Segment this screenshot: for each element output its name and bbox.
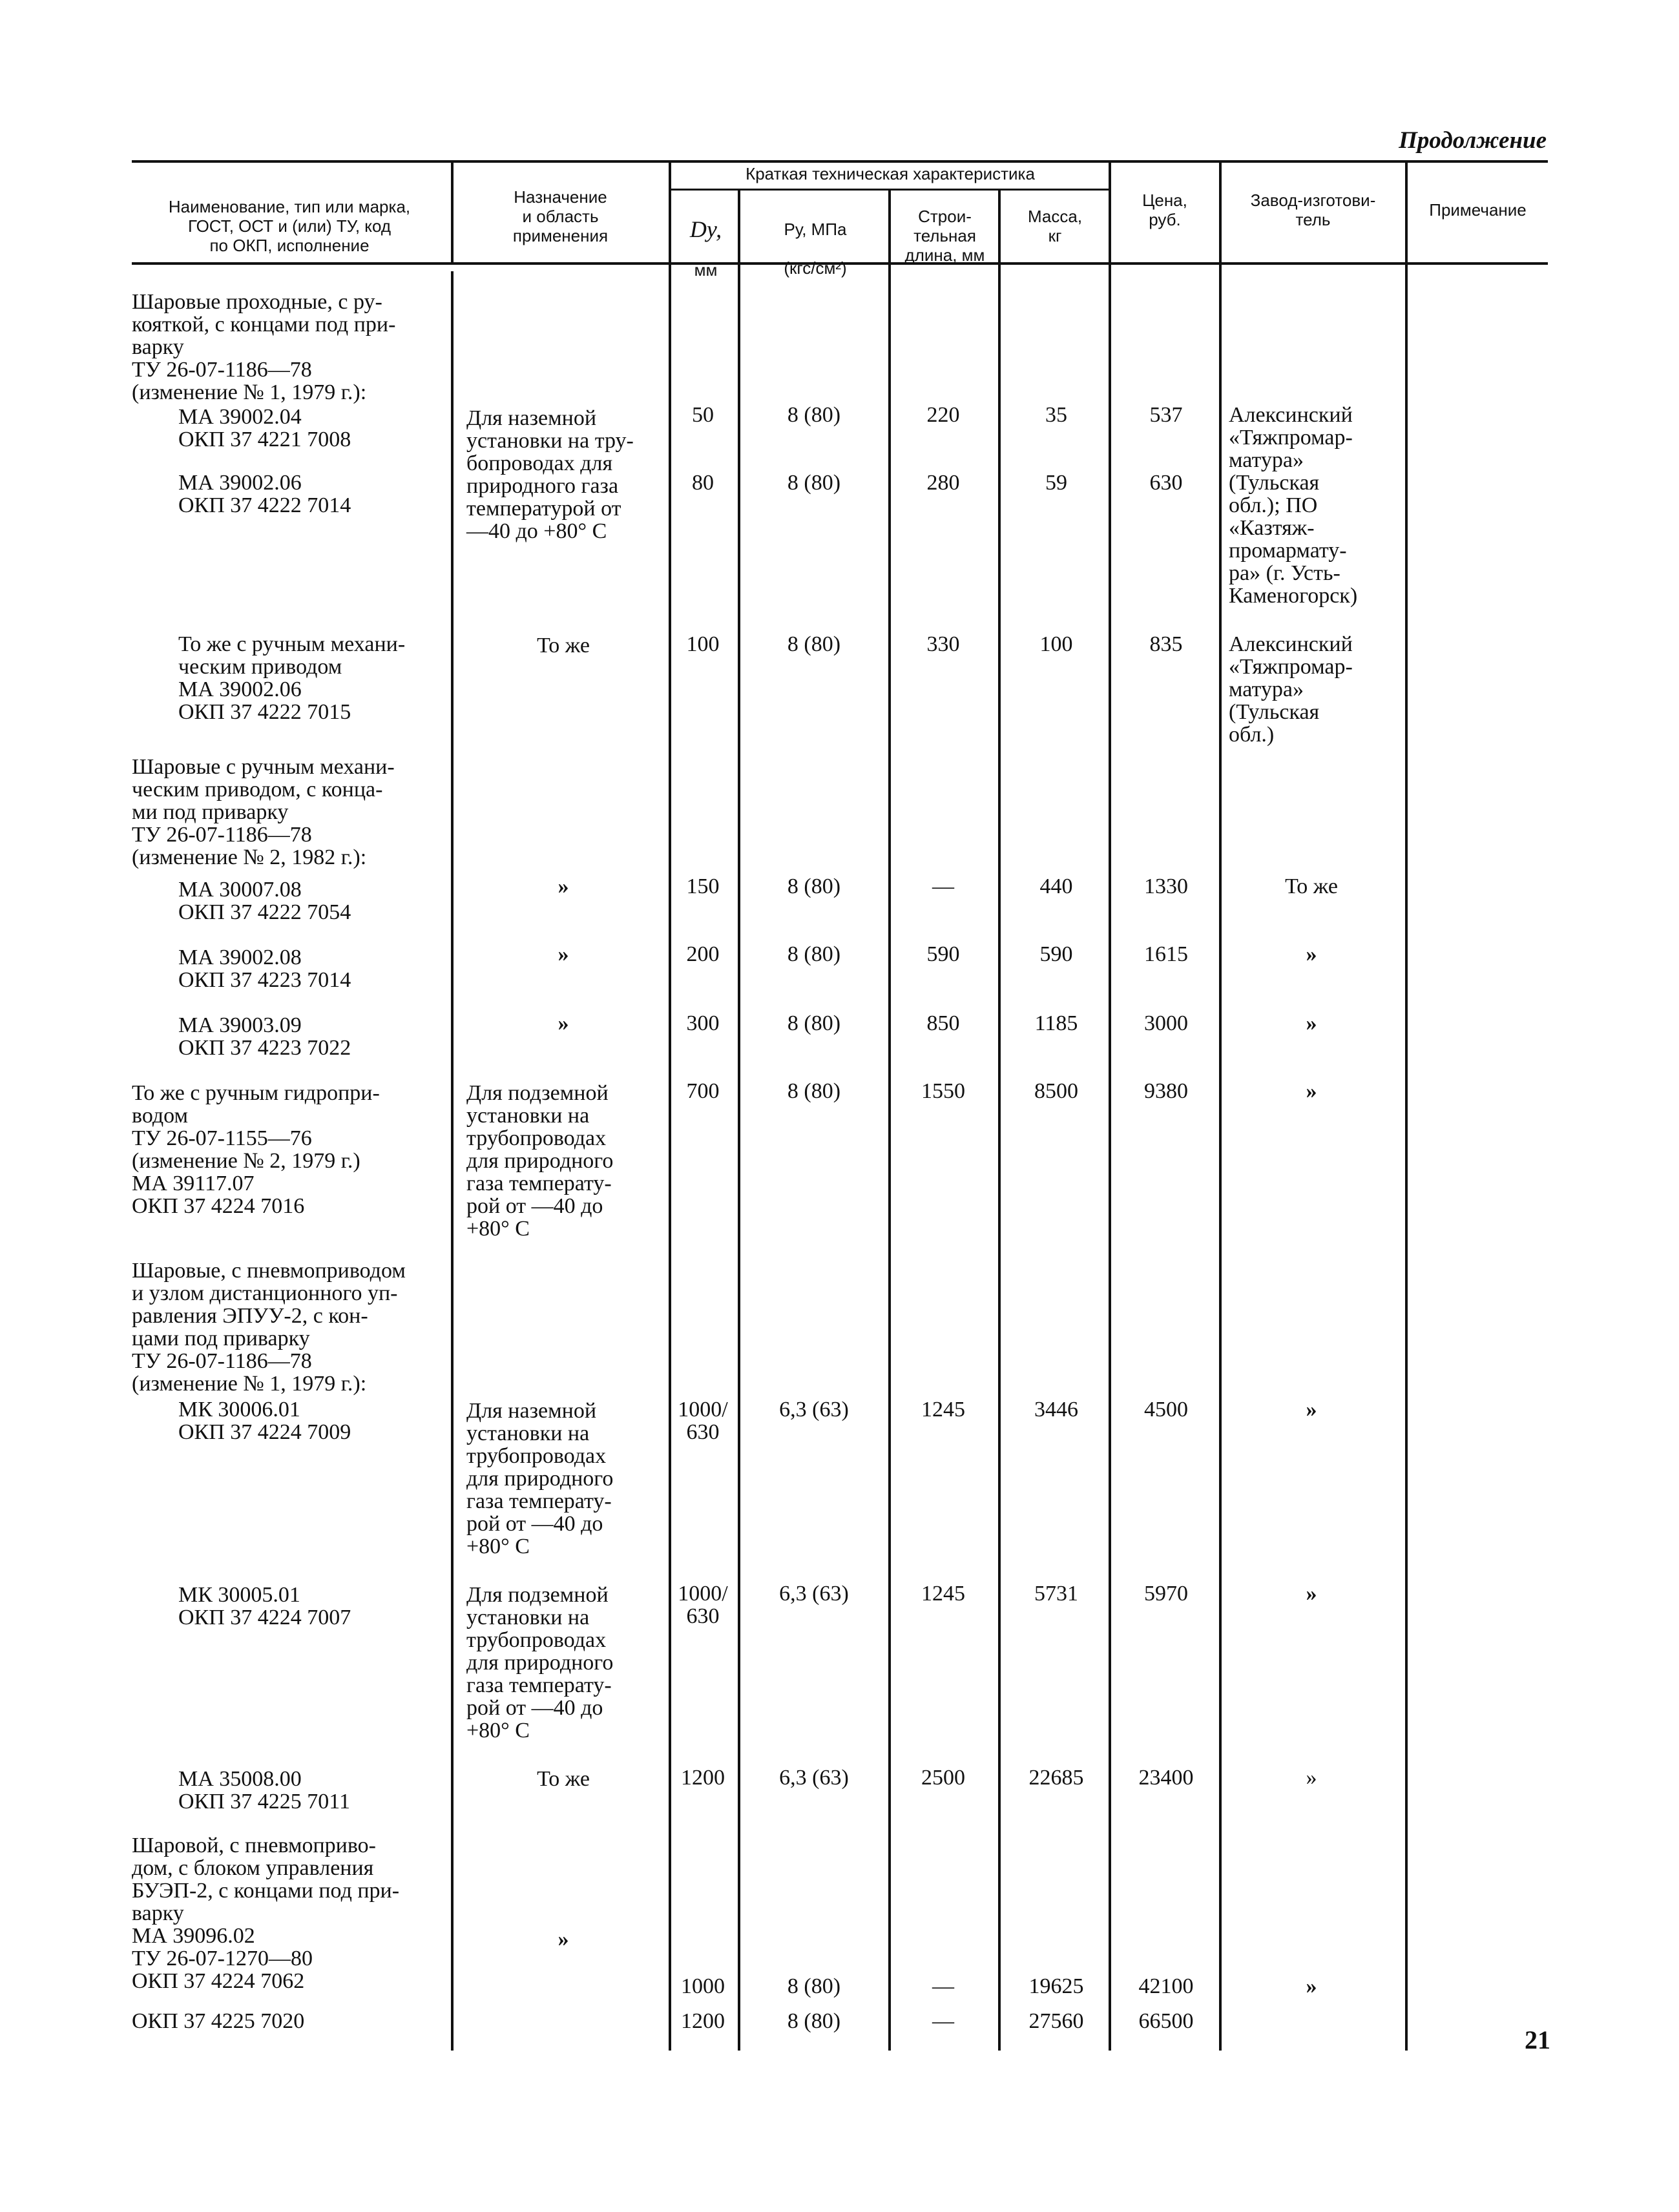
- length-value: 590: [926, 942, 960, 966]
- mass-value: 590: [1039, 942, 1073, 966]
- header-py: [743, 200, 888, 278]
- item-designation: [132, 406, 448, 451]
- length-value: 1245: [921, 1582, 965, 1606]
- header-dy-unit: мм: [694, 260, 718, 280]
- item-text: МА 39002.04 ОКП 37 4221 7008: [178, 405, 351, 451]
- py-value: 8 (80): [787, 632, 841, 656]
- group-heading: Шаровые, с пневмоприводом и узлом дистанционного уп- равления ЭПУУ-2, с кон- цами под приварку ТУ 26-07-1186—78 (изменение № 1, 1979 г.):: [132, 1259, 406, 1396]
- mass-value: 35: [1045, 403, 1067, 427]
- py-value: 8 (80): [787, 471, 841, 495]
- item-designation: [132, 1014, 448, 1059]
- maker-cell: »: [1306, 1766, 1317, 1790]
- dy-value: 1000: [681, 1974, 725, 1998]
- price-value: 835: [1149, 632, 1183, 656]
- maker-cell: »: [1306, 1398, 1317, 1421]
- mass-value: 1185: [1034, 1011, 1078, 1035]
- length-value: —: [932, 2009, 954, 2033]
- header-dy: [675, 200, 736, 280]
- py-value: 8 (80): [787, 403, 841, 427]
- table-top-rule: [132, 160, 1548, 163]
- column-divider: [998, 190, 1001, 2051]
- header-price: Цена, руб.: [1142, 191, 1187, 229]
- length-value: 220: [926, 403, 960, 427]
- purpose-cell: Для подземной установки на трубопроводах для природного газа температу- рой от —40 до +80° С: [466, 1583, 614, 1742]
- page-number: 21: [1525, 2025, 1550, 2054]
- price-value: 1330: [1144, 874, 1188, 898]
- group-heading: Шаровой, с пневмоприво- дом, с блоком управления БУЭП-2, с концами под при- варку МА 39096.02 ТУ 26-07-1270—80 ОКП 37 4224 7062: [132, 1834, 400, 1993]
- mass-value: 3446: [1034, 1398, 1078, 1421]
- purpose-cell: То же: [537, 1767, 590, 1791]
- py-value: 8 (80): [787, 1011, 841, 1035]
- header-name: Наименование, тип или марка, ГОСТ, ОСТ и (или) ТУ, код по ОКП, исполнение: [168, 197, 411, 255]
- item-text: МА 30007.08 ОКП 37 4222 7054: [178, 878, 351, 924]
- purpose-cell: »: [558, 942, 569, 966]
- header-tech: Краткая техническая характеристика: [746, 164, 1035, 183]
- maker-cell: Алексинский «Тяжпромар- матура» (Тульская обл.): [1229, 632, 1353, 747]
- price-value: 42100: [1138, 1974, 1194, 1998]
- maker-cell: Алексинский «Тяжпромар- матура» (Тульская обл.); ПО «Казтяж- промармату- ра» (г. Усть- Каменогорск): [1229, 403, 1358, 608]
- item-designation: То же с ручным гидропри- водом ТУ 26-07-1155—76 (изменение № 2, 1979 г.) МА 39117.07 ОКП 37 4224 7016: [132, 1081, 380, 1218]
- item-designation: [132, 1584, 448, 1629]
- mass-value: 440: [1039, 874, 1073, 898]
- continuation-label: Продолжение: [1399, 127, 1547, 154]
- mass-value: 22685: [1028, 1766, 1084, 1790]
- py-value: 8 (80): [787, 942, 841, 966]
- mass-value: 8500: [1034, 1079, 1078, 1103]
- maker-cell: »: [1306, 1011, 1317, 1035]
- py-value: 6,3 (63): [779, 1766, 849, 1790]
- dy-value: 1200: [681, 2009, 725, 2033]
- price-value: 4500: [1144, 1398, 1188, 1421]
- py-value: 8 (80): [787, 1974, 841, 1998]
- maker-cell: »: [1306, 1079, 1317, 1103]
- header-py-unit: (кгс/см²): [784, 258, 847, 278]
- mass-value: 27560: [1028, 2009, 1084, 2033]
- dy-value: 700: [686, 1079, 720, 1103]
- mass-value: 19625: [1028, 1974, 1084, 1998]
- dy-value: 1000/ 630: [678, 1398, 728, 1444]
- price-value: 537: [1149, 403, 1183, 427]
- item-designation: [132, 878, 448, 924]
- price-value: 3000: [1144, 1011, 1188, 1035]
- item-designation: [132, 633, 448, 723]
- dy-value: 150: [686, 874, 720, 898]
- group-heading: Шаровые с ручным механи- ческим приводом, с конца- ми под приварку ТУ 26-07-1186—78 (изменение № 2, 1982 г.):: [132, 755, 395, 869]
- item-text: То же с ручным механи- ческим приводом МА 39002.06 ОКП 37 4222 7015: [178, 632, 406, 724]
- dy-value: 300: [686, 1011, 720, 1035]
- item-designation: [132, 471, 448, 517]
- header-maker: Завод-изготови- тель: [1250, 191, 1376, 229]
- header-dy-symbol: Dу,: [689, 216, 722, 242]
- maker-cell: »: [1306, 1582, 1317, 1606]
- header-note: Примечание: [1429, 200, 1527, 220]
- price-value: 9380: [1144, 1079, 1188, 1103]
- item-text: МА 39002.06 ОКП 37 4222 7014: [178, 471, 351, 517]
- purpose-cell: »: [558, 1927, 569, 1951]
- column-divider: [451, 161, 454, 264]
- mass-value: 5731: [1034, 1582, 1078, 1606]
- length-value: 330: [926, 632, 960, 656]
- column-divider: [888, 190, 891, 2051]
- price-value: 23400: [1138, 1766, 1194, 1790]
- purpose-cell: »: [558, 874, 569, 898]
- purpose-cell: Для наземной установки на тру- бопроводах для природного газа температурой от —40 до +80° С: [466, 406, 634, 543]
- mass-value: 59: [1045, 471, 1067, 495]
- py-value: 8 (80): [787, 874, 841, 898]
- purpose-cell: Для подземной установки на трубопроводах для природного газа температу- рой от —40 до +80° С: [466, 1081, 614, 1241]
- purpose-cell: То же: [537, 634, 590, 657]
- item-text: МА 39003.09 ОКП 37 4223 7022: [178, 1013, 351, 1060]
- item-designation: [132, 946, 448, 991]
- py-value: 6,3 (63): [779, 1398, 849, 1421]
- price-value: 5970: [1144, 1582, 1188, 1606]
- dy-value: 200: [686, 942, 720, 966]
- dy-value: 80: [692, 471, 714, 495]
- length-value: —: [932, 1974, 954, 1998]
- column-divider: [738, 190, 740, 2051]
- length-value: 280: [926, 471, 960, 495]
- item-designation: [132, 1768, 448, 1813]
- price-value: 66500: [1138, 2009, 1194, 2033]
- column-divider: [451, 271, 454, 2051]
- length-value: 850: [926, 1011, 960, 1035]
- header-purpose: Назначение и область применения: [512, 187, 609, 245]
- maker-cell: То же: [1285, 874, 1338, 898]
- price-value: 630: [1149, 471, 1183, 495]
- purpose-cell: Для наземной установки на трубопроводах для природного газа температу- рой от —40 до +80° С: [466, 1399, 614, 1558]
- py-value: 8 (80): [787, 2009, 841, 2033]
- item-text: МК 30005.01 ОКП 37 4224 7007: [178, 1583, 351, 1629]
- header-mass: Масса, кг: [1027, 207, 1083, 245]
- column-divider: [1109, 161, 1111, 2051]
- group-heading: ОКП 37 4225 7020: [132, 2009, 305, 2033]
- py-value: 8 (80): [787, 1079, 841, 1103]
- dy-value: 100: [686, 632, 720, 656]
- group-heading: Шаровые проходные, с ру- кояткой, с концами под при- варку ТУ 26-07-1186—78 (изменение № 1, 1979 г.):: [132, 290, 396, 404]
- mass-value: 100: [1039, 632, 1073, 656]
- dy-value: 1200: [681, 1766, 725, 1790]
- length-value: 1550: [921, 1079, 965, 1103]
- py-value: 6,3 (63): [779, 1582, 849, 1606]
- length-value: 2500: [921, 1766, 965, 1790]
- column-divider: [669, 161, 671, 2051]
- item-designation: [132, 1398, 448, 1443]
- length-value: 1245: [921, 1398, 965, 1421]
- dy-value: 50: [692, 403, 714, 427]
- dy-value: 1000/ 630: [678, 1582, 728, 1628]
- maker-cell: »: [1306, 1974, 1317, 1998]
- item-text: МА 39002.08 ОКП 37 4223 7014: [178, 946, 351, 992]
- maker-cell: »: [1306, 942, 1317, 966]
- header-py-label: Pу, МПа: [784, 220, 847, 239]
- purpose-cell: »: [558, 1011, 569, 1035]
- item-text: МК 30006.01 ОКП 37 4224 7009: [178, 1398, 351, 1444]
- item-text: МА 35008.00 ОКП 37 4225 7011: [178, 1767, 351, 1814]
- header-length: Строи- тельная длина, мм: [904, 207, 985, 265]
- price-value: 1615: [1144, 942, 1188, 966]
- length-value: —: [932, 874, 954, 898]
